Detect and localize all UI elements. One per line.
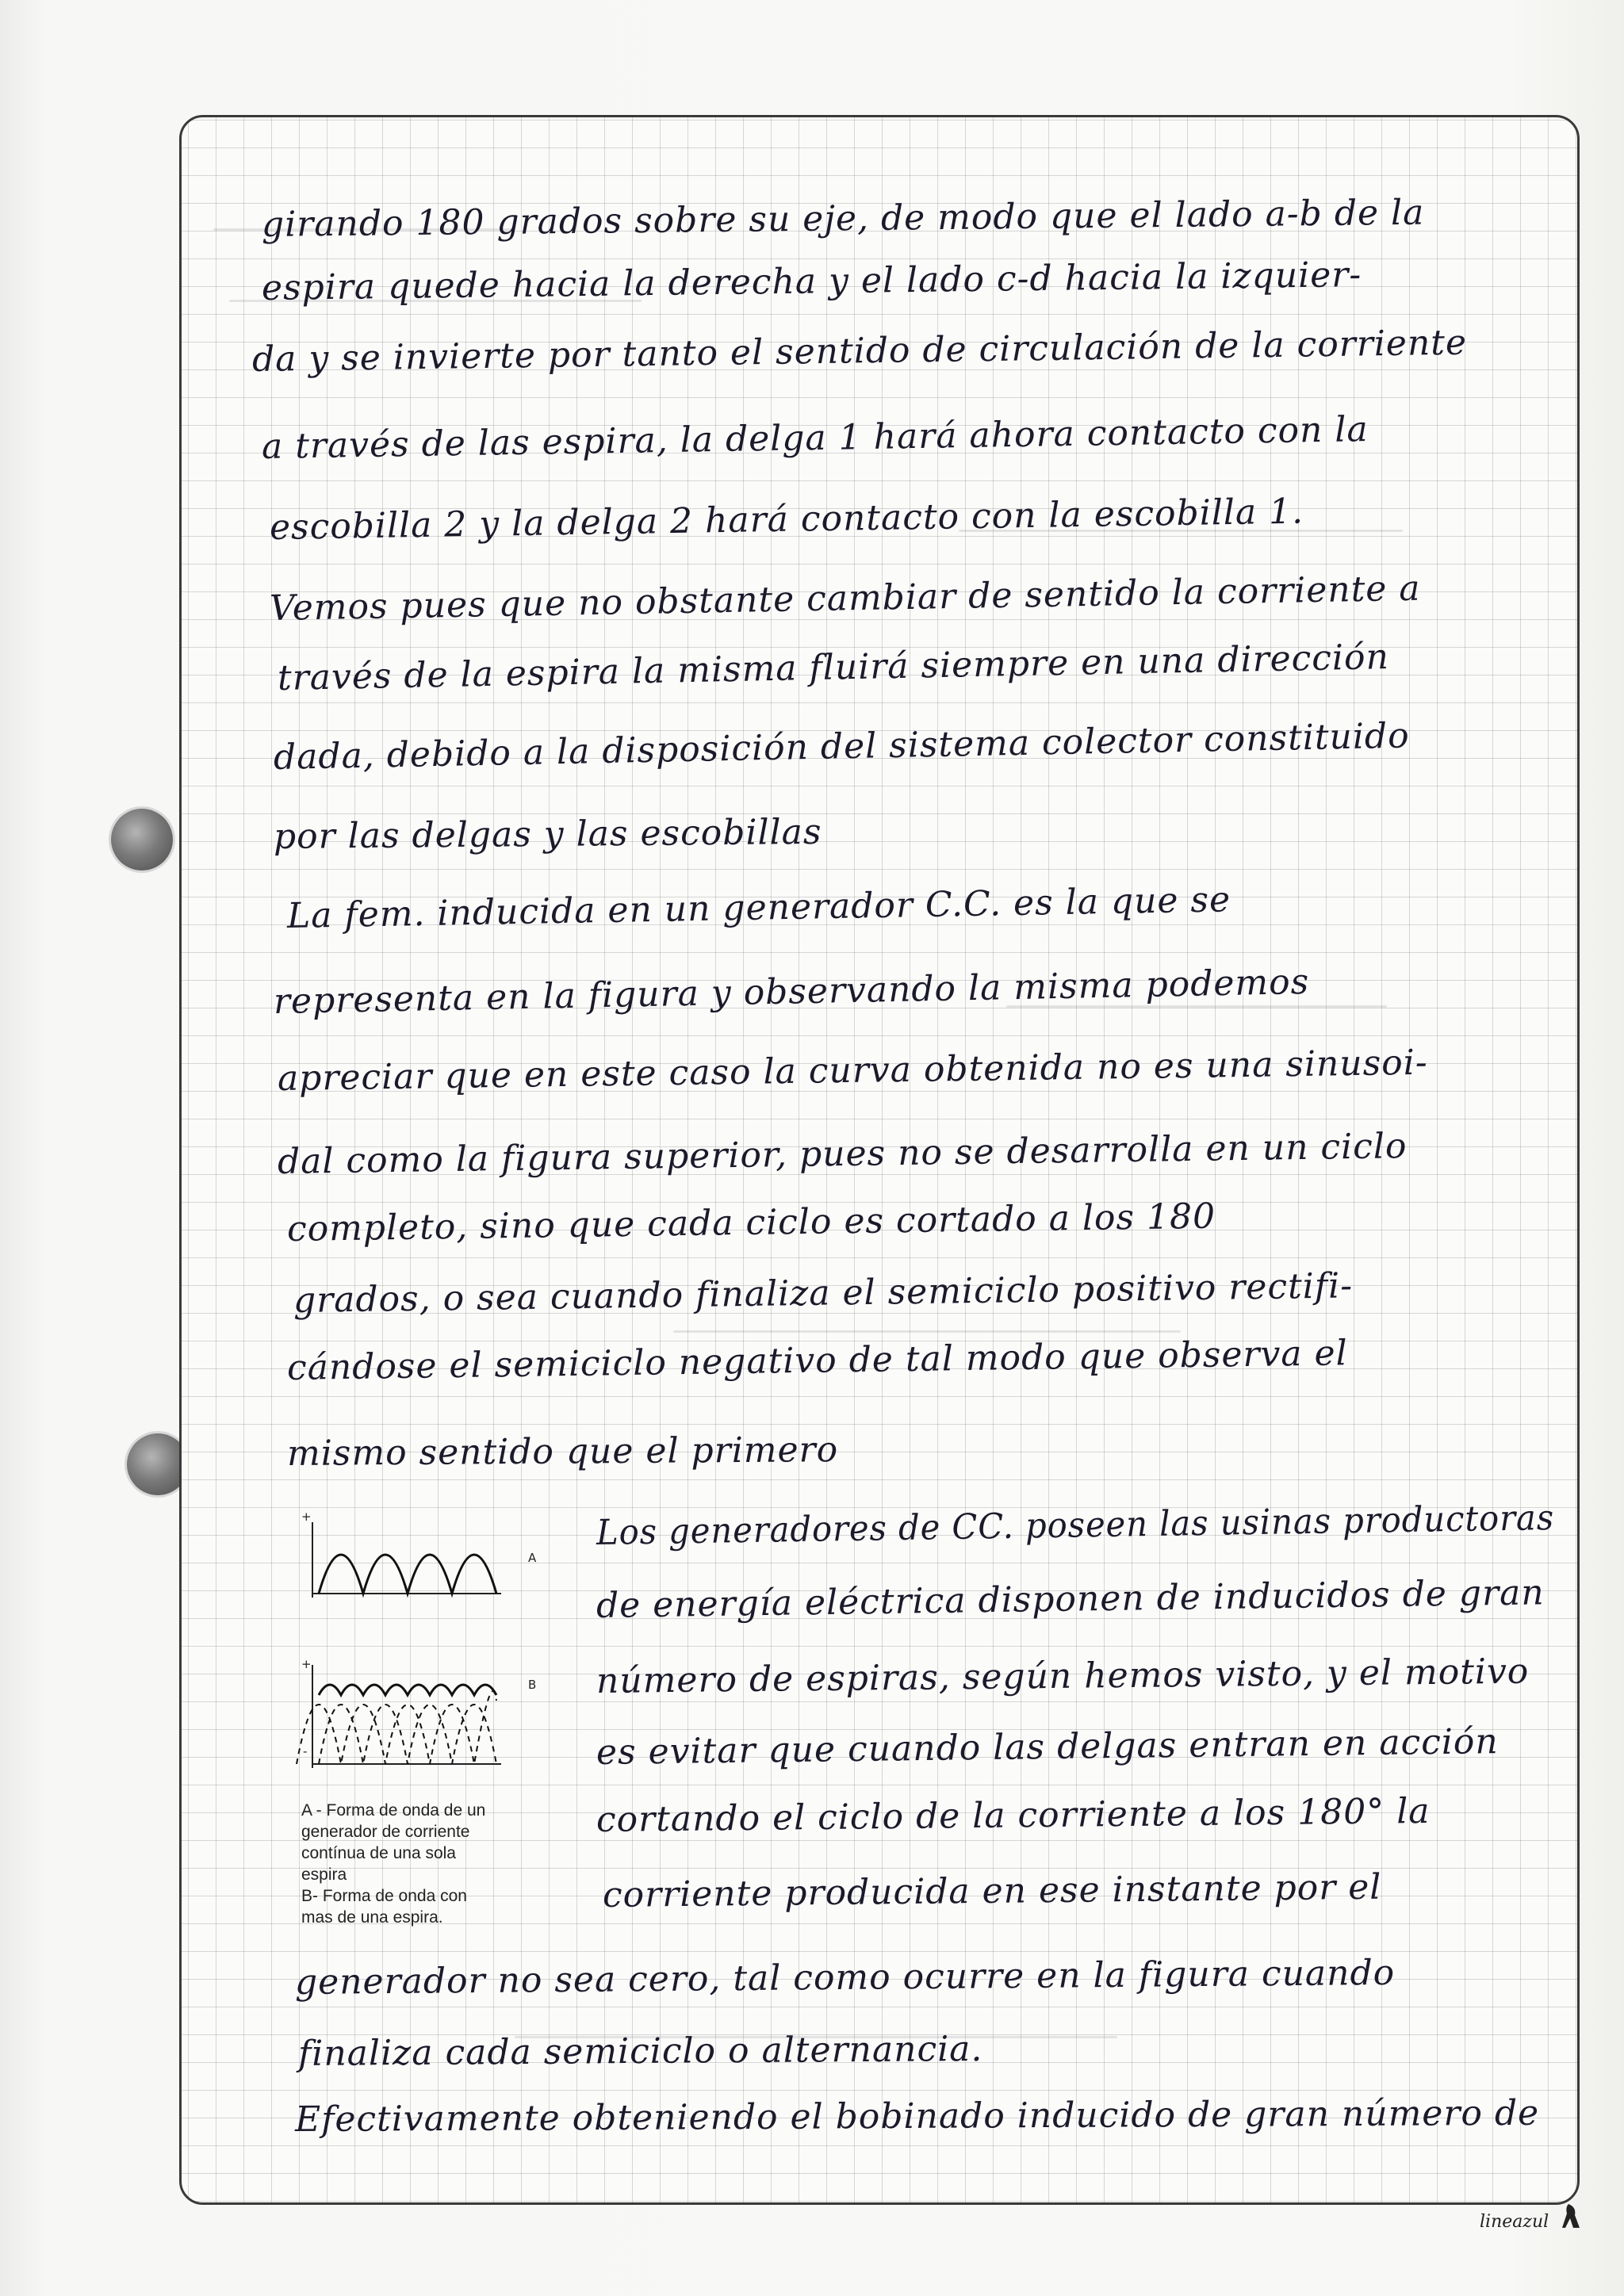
brand-logo — [1480, 2202, 1583, 2239]
waveform-a-curve — [319, 1555, 496, 1594]
handwritten-line: Efectivamente obteniendo el bobinado inducido de gran número de — [294, 2092, 1540, 2140]
plus-sign-b: + — [301, 1657, 312, 1671]
handwritten-line: grados, o sea cuando finaliza el semiciclo positivo rectifi- — [293, 1265, 1354, 1321]
handwritten-line: generador no sea cero, tal como ocurre en la figura cuando — [294, 1952, 1396, 2003]
handwritten-line: dal como la figura superior, pues no se desarrolla en un ciclo — [277, 1126, 1408, 1182]
handwritten-line: girando 180 grados sobre su eje, de modo que el lado a-b de la — [261, 192, 1425, 245]
handwritten-line: de energía eléctrica disponen de inducidos de gran — [596, 1572, 1545, 1626]
label-b: B — [528, 1678, 537, 1692]
caption-line: B- Forma de onda con — [301, 1887, 467, 1905]
waveform-b-curve-primary — [319, 1705, 496, 1764]
brand-logo-text: lineazul — [1480, 2212, 1549, 2232]
caption-line: A - Forma de onda de un — [301, 1801, 486, 1820]
punch-hole-top — [111, 809, 173, 871]
caption-line: generador de corriente — [301, 1823, 470, 1841]
handwritten-line: corriente producida en ese instante por el — [602, 1866, 1382, 1915]
handwritten-line: representa en la figura y observando la misma podemos — [273, 961, 1310, 1022]
handwritten-line: por las delgas y las escobillas — [273, 811, 822, 857]
caption-line: espira — [301, 1866, 347, 1884]
waveform-b-resultant — [319, 1685, 496, 1695]
handwritten-line: dada, debido a la disposición del sistema colector constituido — [273, 715, 1411, 778]
label-a: A — [528, 1551, 537, 1565]
handwritten-line: número de espiras, según hemos visto, y el motivo — [596, 1651, 1530, 1701]
handwritten-line: Los generadores de CC. poseen las usinas productoras — [596, 1498, 1555, 1553]
handwritten-line: La fem. inducida en un generador C.C. es la que se — [286, 879, 1231, 936]
handwritten-line: a través de las espira, la delga 1 hará ahora contacto con la — [261, 409, 1369, 467]
handwritten-line: mismo sentido que el primero — [286, 1429, 839, 1474]
handwritten-line: través de la espira la misma fluirá siempre en una dirección — [277, 637, 1390, 698]
handwritten-line: completo, sino que cada ciclo es cortado a los 180 — [286, 1196, 1216, 1249]
handwritten-line: espira quede hacia la derecha y el lado c-d hacia la izquier- — [261, 254, 1362, 308]
plus-sign-a: + — [301, 1510, 312, 1524]
handwritten-line: escobilla 2 y la delga 2 hará contacto con la escobilla 1. — [269, 491, 1304, 548]
caption-line: mas de una espira. — [301, 1908, 443, 1927]
handwritten-line: cortando el ciclo de la corriente a los 180° la — [596, 1790, 1431, 1840]
caption-line: contínua de una sola — [301, 1844, 456, 1862]
figure-caption — [301, 1800, 555, 1928]
brand-figure-icon — [1562, 2202, 1581, 2229]
waveform-b-curve-secondary — [297, 1691, 496, 1764]
handwritten-line: Vemos pues que no obstante cambiar de sentido la corriente a — [269, 568, 1421, 629]
waveform-diagram — [295, 1506, 557, 1776]
minus-sign-b: - — [303, 1744, 308, 1758]
handwritten-line: finaliza cada semiciclo o alternancia. — [297, 2028, 983, 2074]
handwritten-line: da y se invierte por tanto el sentido de circulación de la corriente — [251, 322, 1468, 380]
handwritten-line: apreciar que en este caso la curva obtenida no es una sinusoi- — [277, 1042, 1429, 1099]
handwritten-line: cándose el semiciclo negativo de tal modo que observa el — [286, 1333, 1349, 1388]
show-through-stroke — [673, 1330, 1181, 1333]
handwritten-line: es evitar que cuando las delgas entran en acción — [596, 1721, 1500, 1773]
